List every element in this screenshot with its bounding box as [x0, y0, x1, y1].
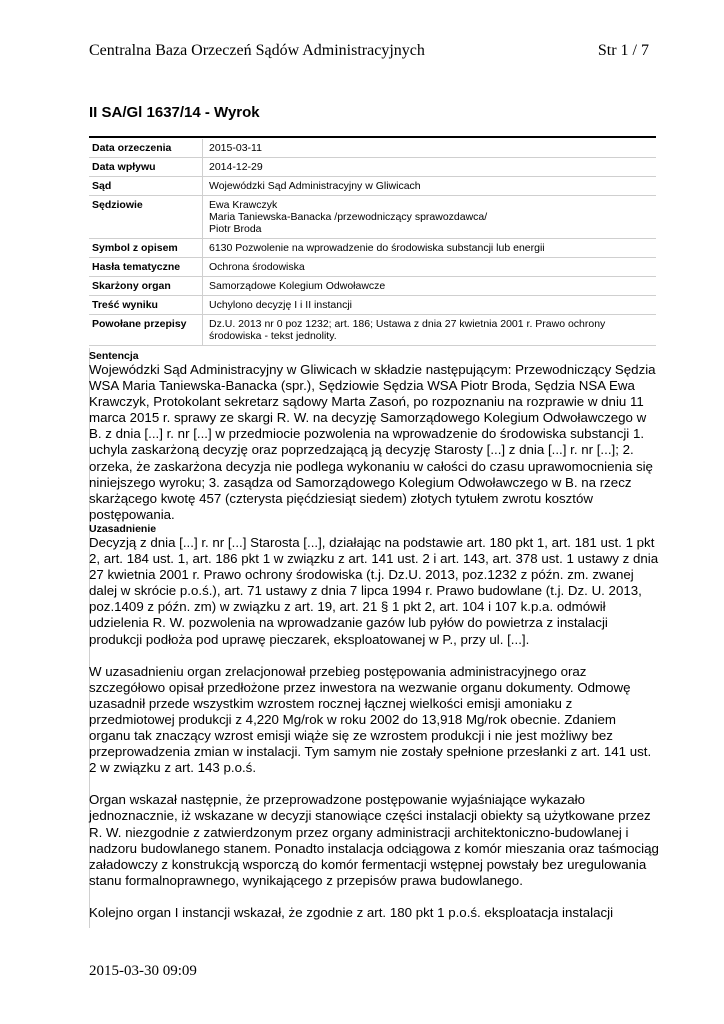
sentencja-text: Wojewódzki Sąd Administracyjny w Gliwicach w składzie następującym: Przewodniczący Sędzia WSA Maria Taniewska-Banacka (spr.), Sędziowie Sędzia WSA Piotr Broda, Sędzia NSA Ewa Krawczyk, Protokolant sekretarz sądowy Marta Zasoń, po rozpoznaniu na rozprawie w dniu 11 marca 2015 r. sprawy ze skargi R. W. na decyzję Samorządowego Kolegium Odwoławczego w B. z dnia [...] r. nr [...] w przedmiocie pozwolenia na wprowadzenie do środowiska substancji 1. uchyla zaskarżoną decyzję oraz poprzedzającą ją decyzję Starosty [...] z dnia [...] r. nr [...]; 2. orzeka, że zaskarżona decyzja nie podlega wykonaniu w całości do czasu uprawomocnienia się niniejszego wyroku; 3. zasądza od Samorządowego Kolegium Odwoławczego w B. na rzecz skarżącego kwotę 457 (czterysta pięćdziesiąt siedem) złotych tytułem zwrotu kosztów postępowania.: [89, 362, 656, 522]
sentencja-label: Sentencja: [89, 350, 139, 362]
metadata-value: [203, 296, 657, 315]
metadata-table: [89, 139, 656, 346]
uzasadnienie-label: Uzasadnienie: [89, 523, 157, 535]
print-timestamp: 2015-03-30 09:09: [89, 963, 197, 979]
metadata-value: [203, 277, 657, 296]
uzasadnienie-paragraph: Organ wskazał następnie, że przeprowadzone postępowanie wyjaśniające wykazało jednoznacznie, iż wskazane w decyzji stanowiące części instalacji obiekty są użytkowane przez R. W. niezgodnie z zatwierdzonym przez organy administracji architektoniczno-budowlanej i nadzoru budowlanego stanem. Ponadto instalacja odciągowa z komór mieszania oraz taśmociąg załadowczy z konstrukcją wsporczą do komór fermentacji wstępnej powstały bez uregulowania stanu formalnoprawnego, wynikającego z przepisów prawa budowlanego.: [89, 792, 659, 888]
page-number: Str 1 / 7: [597, 42, 649, 59]
metadata-value: [203, 139, 657, 158]
metadata-label: Data orzeczenia: [89, 139, 203, 158]
uzasadnienie-paragraph: Kolejno organ I instancji wskazał, że zgodnie z art. 180 pkt 1 p.o.ś. eksploatacja instalacji: [89, 904, 614, 920]
metadata-value-line: Dz.U. 2013 nr 0 poz 1232; art. 186; Ustawa z dnia 27 kwietnia 2001 r. Prawo ochrony: [209, 318, 606, 330]
metadata-value: [203, 177, 657, 196]
uzasadnienie-section: [89, 523, 659, 937]
metadata-label: Sąd: [89, 177, 203, 196]
metadata-value-line: 2014-12-29: [209, 161, 263, 173]
metadata-value-line: 6130 Pozwolenie na wprowadzenie do środowiska substancji lub energii: [209, 242, 545, 254]
metadata-row: [89, 277, 656, 296]
metadata-value: [203, 239, 657, 258]
metadata-value-line: Ewa Krawczyk: [209, 199, 278, 211]
metadata-row: [89, 296, 656, 315]
title-divider: [89, 136, 656, 138]
sentencja-section: [89, 350, 659, 523]
metadata-label: Treść wyniku: [89, 296, 203, 315]
metadata-value-line: Piotr Broda: [209, 223, 262, 235]
metadata-value-line: Wojewódzki Sąd Administracyjny w Gliwicach: [209, 180, 421, 192]
header-source: Centralna Baza Orzeczeń Sądów Administracyjnych: [89, 42, 425, 59]
document-title: II SA/Gl 1637/14 - Wyrok: [89, 104, 260, 121]
metadata-value: [203, 315, 657, 346]
metadata-value-line: Maria Taniewska-Banacka /przewodniczący sprawozdawca/: [209, 211, 488, 223]
metadata-row: [89, 258, 656, 277]
metadata-label: Hasła tematyczne: [89, 258, 203, 277]
metadata-value-line: Uchylono decyzję I i II instancji: [209, 299, 352, 311]
uzasadnienie-paragraph: Decyzją z dnia [...] r. nr [...] Starosta [...], działając na podstawie art. 180 pkt 1, art. 181 ust. 1 pkt 2, art. 184 ust. 1, art. 186 pkt 1 w związku z art. 141 ust. 2 i art. 143, art. 378 ust. 1 ustawy z dnia 27 kwietnia 2001 r. Prawo ochrony środowiska (t.j. Dz.U. 2013, poz.1232 z późn. zm. zwanej dalej w skrócie p.o.ś.), art. 71 ustawy z dnia 7 lipca 1994 r. Prawo budowlane (t.j. Dz. U. 2013, poz.1409 z późn. zm) w związku z art. 19, art. 21 § 1 pkt 2, art. 104 i 107 k.p.a. odmówił udzielenia R. W. pozwolenia na wprowadzanie gazów lub pyłów do powietrza z instalacji produkcji podłoża pod uprawę pieczarek, eksploatowanej w P., przy ul. [...].: [89, 535, 659, 647]
metadata-value: [203, 196, 657, 239]
metadata-value-line: Samorządowe Kolegium Odwoławcze: [209, 280, 386, 292]
metadata-value-line: Ochrona środowiska: [209, 261, 305, 273]
metadata-row: [89, 177, 656, 196]
metadata-value-line: środowiska - tekst jednolity.: [209, 330, 337, 342]
metadata-row: [89, 239, 656, 258]
metadata-value: [203, 158, 657, 177]
metadata-row: [89, 196, 656, 239]
metadata-row: [89, 158, 656, 177]
metadata-label: Sędziowie: [89, 196, 203, 239]
metadata-value-line: 2015-03-11: [209, 142, 262, 154]
metadata-label: Data wpływu: [89, 158, 203, 177]
metadata-label: Powołane przepisy: [89, 315, 203, 346]
uzasadnienie-paragraph: W uzasadnieniu organ zrelacjonował przebieg postępowania administracyjnego oraz szczegółowo opisał przedłożone przez inwestora na wezwanie organu dokumenty. Odmowę uzasadnił przede wszystkim wzrostem rocznej łącznej wielkości emisji amoniaku z przedmiotowej produkcji z 4,220 Mg/rok w roku 2002 do 13,918 Mg/rok obecnie. Zdaniem organu tak znaczący wzrost emisji wiąże się ze wzrostem produkcji i nie jest możliwy bez przeprowadzenia zmian w instalacji. Tym samym nie zostały spełnione przesłanki z art. 141 ust. 2 w związku z art. 143 p.o.ś.: [89, 663, 652, 776]
metadata-row: [89, 139, 656, 158]
metadata-value: [203, 258, 657, 277]
metadata-label: Skarżony organ: [89, 277, 203, 296]
uzasadnienie-text: [89, 535, 659, 921]
metadata-label: Symbol z opisem: [89, 239, 203, 258]
metadata-row: [89, 315, 656, 346]
